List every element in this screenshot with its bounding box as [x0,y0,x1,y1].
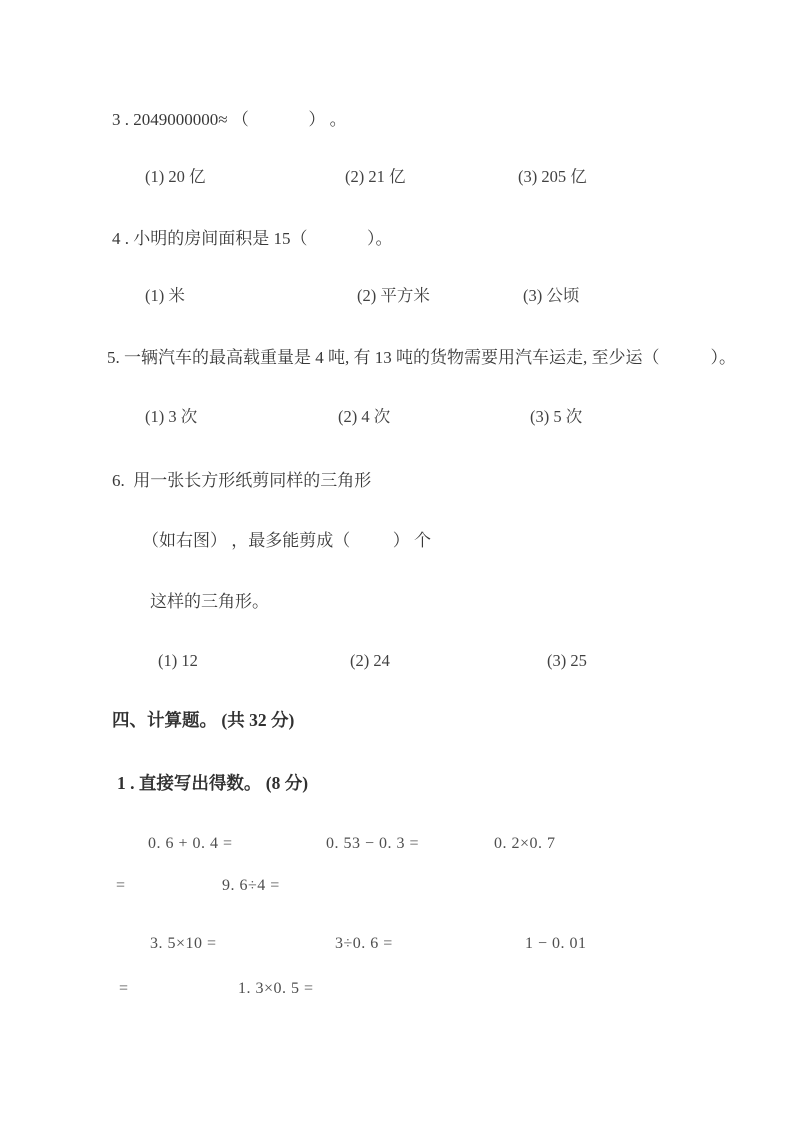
section-4-title: 四、计算题。 (共 32 分) [112,710,295,730]
equation-8: 1. 3×0. 5 = [238,980,314,997]
question-6-prompt-line-1: 6. 用一张长方形纸剪同样的三角形 [112,471,372,490]
equation-3: 0. 2×0. 7 [494,835,556,852]
question-6-prompt-line-2: （如右图） ，最多能剪成（ ） 个 [142,531,431,550]
subsection-1-title: 1 . 直接写出得数。 (8 分) [117,773,309,793]
equation-1: 0. 6 + 0. 4 = [148,835,233,852]
question-6-option-2: (2) 24 [350,651,390,670]
question-4-prompt: 4 . 小明的房间面积是 15（ ）。 [112,229,393,248]
question-6-prompt-line-3: 这样的三角形。 [150,592,269,611]
question-5-prompt: 5. 一辆汽车的最高载重量是 4 吨, 有 13 吨的货物需要用汽车运走, 至少运（ ）。 [107,348,736,367]
question-3-option-1: (1) 20 亿 [145,167,206,186]
question-5-option-1: (1) 3 次 [145,407,198,426]
question-6-option-1: (1) 12 [158,651,198,670]
question-4-option-3: (3) 公顷 [523,286,580,305]
equation-7-wrapped-equals: = [119,980,129,997]
question-3-option-3: (3) 205 亿 [518,167,587,186]
question-5-option-2: (2) 4 次 [338,407,391,426]
equation-5: 3. 5×10 = [150,935,217,952]
question-6-option-3: (3) 25 [547,651,587,670]
equation-6: 3÷0. 6 = [335,935,393,952]
equation-4: 9. 6÷4 = [222,877,280,894]
equation-3-wrapped-equals: = [116,877,126,894]
equation-2: 0. 53 − 0. 3 = [326,835,420,852]
question-3-prompt: 3 . 2049000000≈ （ ） 。 [112,110,347,129]
equation-7: 1 − 0. 01 [525,935,587,952]
question-4-option-2: (2) 平方米 [357,286,430,305]
question-3-option-2: (2) 21 亿 [345,167,406,186]
question-5-option-3: (3) 5 次 [530,407,583,426]
question-4-option-1: (1) 米 [145,286,185,305]
